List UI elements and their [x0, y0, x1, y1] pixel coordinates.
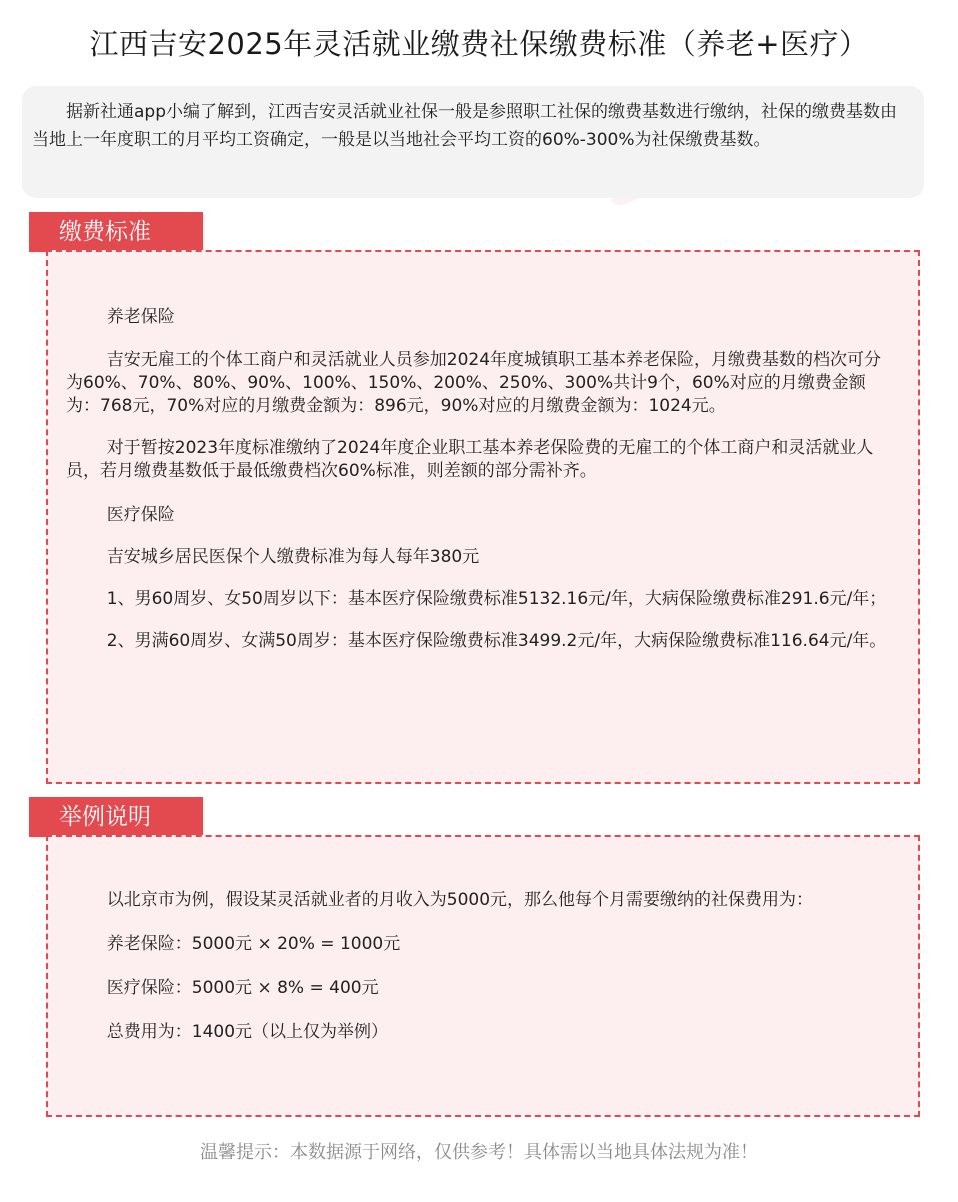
paragraph-example-pension: 养老保险：5000元 × 20% = 1000元 [106, 934, 401, 954]
page-title: 江西吉安2025年灵活就业缴费社保缴费标准（养老+医疗） [89, 27, 869, 61]
paragraph-pension-heading: 养老保险 [106, 307, 175, 327]
example-box [46, 835, 920, 1117]
paragraph-example-total: 总费用为：1400元（以上仅为举例） [106, 1022, 389, 1042]
paragraph-pension-supplement: 对于暂按2023年度标准缴纳了2024年度企业职工基本养老保险费的无雇工的个体工商户和灵活就业人员，若月缴费基数低于最低缴费档次60%标准，则差额的部分需补齐。 [66, 438, 874, 481]
paragraph-medical-item2: 2、男满60周岁、女满50周岁：基本医疗保险缴费标准3499.2元/年，大病保险缴费标准116.64元/年。 [106, 631, 887, 651]
paragraph-example-medical: 医疗保险：5000元 × 8% = 400元 [106, 978, 379, 998]
paragraph-pension-detail: 吉安无雇工的个体工商户和灵活就业人员参加2024年度城镇职工基本养老保险，月缴费基数的档次可分为60%、70%、80%、90%、100%、150%、200%、250%、300%共计9个，60%对应的月缴费金额为：768元，70%对应的月缴费金额为：896元，90%对应的月缴费金额为：1024元。 [66, 350, 882, 416]
footer-note: 温馨提示：本数据源于网络，仅供参考！具体需以当地具体法规为准！ [200, 1142, 758, 1163]
standard-box [46, 250, 920, 784]
paragraph-medical-heading: 医疗保险 [106, 505, 175, 525]
section-tab-standard: 缴费标准 [29, 212, 203, 252]
intro-text: 据新社通app小编了解到，江西吉安灵活就业社保一般是参照职工社保的缴费基数进行缴纳，社保的缴费基数由当地上一年度职工的月平均工资确定，一般是以当地社会平均工资的60%-300%为社保缴费基数。 [32, 102, 897, 150]
paragraph-medical-resident: 吉安城乡居民医保个人缴费标准为每人每年380元 [106, 547, 480, 567]
intro-box [22, 86, 924, 198]
paragraph-example-intro: 以北京市为例，假设某灵活就业者的月收入为5000元，那么他每个月需要缴纳的社保费用为： [106, 890, 814, 910]
paragraph-medical-item1: 1、男60周岁、女50周岁以下：基本医疗保险缴费标准5132.16元/年，大病保险缴费标准291.6元/年； [106, 589, 887, 609]
section-tab-example: 举例说明 [29, 797, 203, 837]
